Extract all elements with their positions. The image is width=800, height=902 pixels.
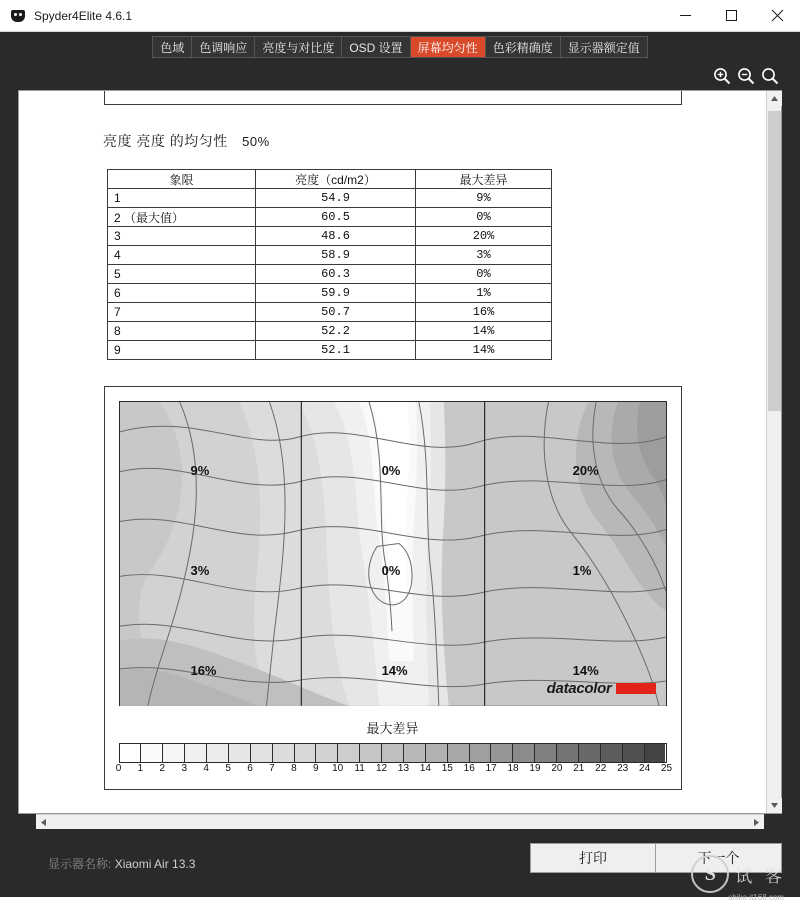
datacolor-logo bbox=[547, 680, 656, 697]
colorbar-ticks bbox=[115, 763, 673, 777]
section-title bbox=[103, 131, 756, 151]
table-row bbox=[108, 246, 552, 265]
cell-luminance: 52.1 bbox=[256, 341, 416, 360]
table-row bbox=[108, 303, 552, 322]
colorbar-tick: 2 bbox=[159, 763, 166, 774]
map-label-q3: 20% bbox=[572, 462, 599, 478]
colorbar-tick: 9 bbox=[312, 763, 319, 774]
spyder-icon bbox=[10, 8, 26, 24]
map-label-q9: 14% bbox=[572, 662, 599, 678]
colorbar-tick: 6 bbox=[247, 763, 253, 774]
cell-quadrant: 9 bbox=[108, 341, 256, 360]
cell-maxdiff: 20% bbox=[416, 227, 552, 246]
colorbar-tick: 21 bbox=[573, 763, 585, 774]
table-header-row bbox=[108, 170, 552, 189]
colorbar-tick: 16 bbox=[463, 763, 475, 774]
monitor-name-value: Xiaomi Air 13.3 bbox=[114, 856, 196, 871]
content-area bbox=[18, 62, 782, 829]
cell-luminance: 54.9 bbox=[256, 189, 416, 208]
zoom-toolbar bbox=[18, 62, 782, 90]
cell-quadrant: 7 bbox=[108, 303, 256, 322]
tab-brightness-contrast[interactable]: 亮度与对比度 bbox=[255, 37, 342, 57]
colorbar-tick: 25 bbox=[660, 763, 673, 774]
scroll-down-icon[interactable] bbox=[767, 798, 782, 813]
cell-maxdiff: 14% bbox=[416, 322, 552, 341]
monitor-name-label: 显示器名称: bbox=[48, 856, 112, 871]
cell-luminance: 59.9 bbox=[256, 284, 416, 303]
tab-osd-settings[interactable]: OSD 设置 bbox=[342, 37, 410, 57]
table-row bbox=[108, 227, 552, 246]
cell-maxdiff: 9% bbox=[416, 189, 552, 208]
colorbar-tick: 15 bbox=[441, 763, 453, 774]
vertical-scroll-thumb[interactable] bbox=[768, 111, 781, 411]
map-label-q2: 0% bbox=[381, 462, 401, 478]
map-label-q6: 1% bbox=[572, 562, 592, 578]
cell-maxdiff: 1% bbox=[416, 284, 552, 303]
watermark-subtext: shike.it168.com bbox=[728, 893, 784, 902]
footer-bar bbox=[0, 829, 800, 902]
colorbar-tick: 7 bbox=[269, 763, 275, 774]
table-row bbox=[108, 341, 552, 360]
table-row bbox=[108, 189, 552, 208]
maximize-button[interactable] bbox=[708, 0, 754, 32]
colorbar-tick: 13 bbox=[397, 763, 410, 774]
heatmap-contours bbox=[120, 402, 666, 706]
cell-luminance: 60.3 bbox=[256, 265, 416, 284]
cell-maxdiff: 3% bbox=[416, 246, 552, 265]
report-page bbox=[29, 91, 756, 790]
table-header-quadrant: 象限 bbox=[108, 170, 256, 189]
colorbar-tick: 14 bbox=[419, 763, 431, 774]
section-title-percent: 50% bbox=[242, 134, 270, 149]
scroll-right-icon[interactable] bbox=[749, 815, 764, 830]
zoom-in-icon[interactable] bbox=[712, 66, 732, 86]
colorbar-tick: 18 bbox=[507, 763, 519, 774]
document-viewport bbox=[18, 90, 782, 814]
cell-quadrant: 2 （最大值） bbox=[108, 208, 256, 227]
cell-quadrant: 6 bbox=[108, 284, 256, 303]
title-bar bbox=[0, 0, 800, 32]
table-row bbox=[108, 284, 552, 303]
map-label-q8: 14% bbox=[381, 662, 408, 678]
cell-luminance: 60.5 bbox=[256, 208, 416, 227]
colorbar-tick: 11 bbox=[354, 763, 365, 774]
cell-maxdiff: 14% bbox=[416, 341, 552, 360]
colorbar-tick: 4 bbox=[203, 763, 209, 774]
zoom-out-icon[interactable] bbox=[736, 66, 756, 86]
zoom-fit-icon[interactable] bbox=[760, 66, 780, 86]
print-button[interactable]: 打印 bbox=[530, 843, 656, 873]
close-button[interactable] bbox=[754, 0, 800, 32]
window-title: Spyder4Elite 4.6.1 bbox=[34, 8, 133, 23]
table-row bbox=[108, 322, 552, 341]
watermark-text: 试 客 bbox=[735, 866, 786, 886]
cell-luminance: 48.6 bbox=[256, 227, 416, 246]
cell-quadrant: 8 bbox=[108, 322, 256, 341]
minimize-button[interactable] bbox=[662, 0, 708, 32]
colorbar-tick: 1 bbox=[137, 763, 144, 774]
colorbar-tick: 12 bbox=[375, 763, 388, 774]
cell-luminance: 52.2 bbox=[256, 322, 416, 341]
document-scroll-region bbox=[19, 91, 766, 813]
table-row bbox=[108, 265, 552, 284]
tab-color-accuracy[interactable]: 色彩精确度 bbox=[486, 37, 561, 57]
tab-tone-response[interactable]: 色调响应 bbox=[192, 37, 255, 57]
colorbar-tick: 17 bbox=[485, 763, 497, 774]
uniformity-heatmap bbox=[119, 401, 667, 706]
datacolor-wordmark: datacolor bbox=[546, 680, 612, 697]
clipped-panel-above bbox=[104, 91, 682, 105]
colorbar-tick: 20 bbox=[551, 763, 563, 774]
watermark-logo: S bbox=[691, 855, 729, 893]
colorbar-tick: 19 bbox=[529, 763, 541, 774]
cell-maxdiff: 0% bbox=[416, 265, 552, 284]
map-label-q7: 16% bbox=[190, 662, 217, 678]
scroll-left-icon[interactable] bbox=[36, 815, 51, 830]
tab-gamut[interactable]: 色域 bbox=[153, 37, 192, 57]
colorbar-tick: 5 bbox=[225, 763, 231, 774]
colorbar-tick: 3 bbox=[181, 763, 188, 774]
cell-quadrant: 1 bbox=[108, 189, 256, 208]
tab-screen-uniformity[interactable]: 屏幕均匀性 bbox=[411, 37, 486, 57]
cell-maxdiff: 16% bbox=[416, 303, 552, 322]
table-header-luminance: 亮度（cd/m2） bbox=[256, 170, 416, 189]
cell-quadrant: 5 bbox=[108, 265, 256, 284]
cell-luminance: 58.9 bbox=[256, 246, 416, 265]
map-label-q4: 3% bbox=[190, 562, 210, 578]
tab-monitor-rating[interactable]: 显示器额定值 bbox=[561, 37, 647, 57]
horizontal-scrollbar[interactable] bbox=[36, 814, 764, 829]
scroll-up-icon[interactable] bbox=[767, 91, 782, 106]
cell-quadrant: 4 bbox=[108, 246, 256, 265]
cell-maxdiff: 0% bbox=[416, 208, 552, 227]
horizontal-scroll-thumb[interactable] bbox=[54, 816, 746, 829]
next-button[interactable]: 下一个 bbox=[656, 843, 782, 873]
colorbar-tick: 10 bbox=[332, 763, 344, 774]
colorbar-tick: 24 bbox=[639, 763, 651, 774]
colorbar bbox=[115, 743, 673, 777]
table-row bbox=[108, 208, 552, 227]
colorbar-tick: 8 bbox=[291, 763, 297, 774]
cell-luminance: 50.7 bbox=[256, 303, 416, 322]
cell-quadrant: 3 bbox=[108, 227, 256, 246]
colorbar-tick: 23 bbox=[617, 763, 629, 774]
monitor-name bbox=[48, 855, 195, 872]
section-title-text: 亮度 亮度 的均匀性 bbox=[103, 133, 228, 149]
table-header-maxdiff: 最大差异 bbox=[416, 170, 552, 189]
tab-bar bbox=[0, 32, 800, 62]
uniformity-table bbox=[107, 169, 552, 360]
colorbar-tick: 22 bbox=[595, 763, 607, 774]
watermark bbox=[691, 855, 786, 902]
vertical-scrollbar[interactable] bbox=[766, 91, 781, 813]
colorbar-tick: 0 bbox=[115, 763, 122, 774]
map-label-q5: 0% bbox=[381, 562, 401, 578]
colorbar-gradient bbox=[119, 743, 667, 763]
map-label-q1: 9% bbox=[190, 462, 210, 478]
colorbar-title: 最大差异 bbox=[366, 721, 419, 736]
uniformity-map-panel bbox=[104, 386, 682, 790]
datacolor-bar bbox=[616, 683, 656, 694]
